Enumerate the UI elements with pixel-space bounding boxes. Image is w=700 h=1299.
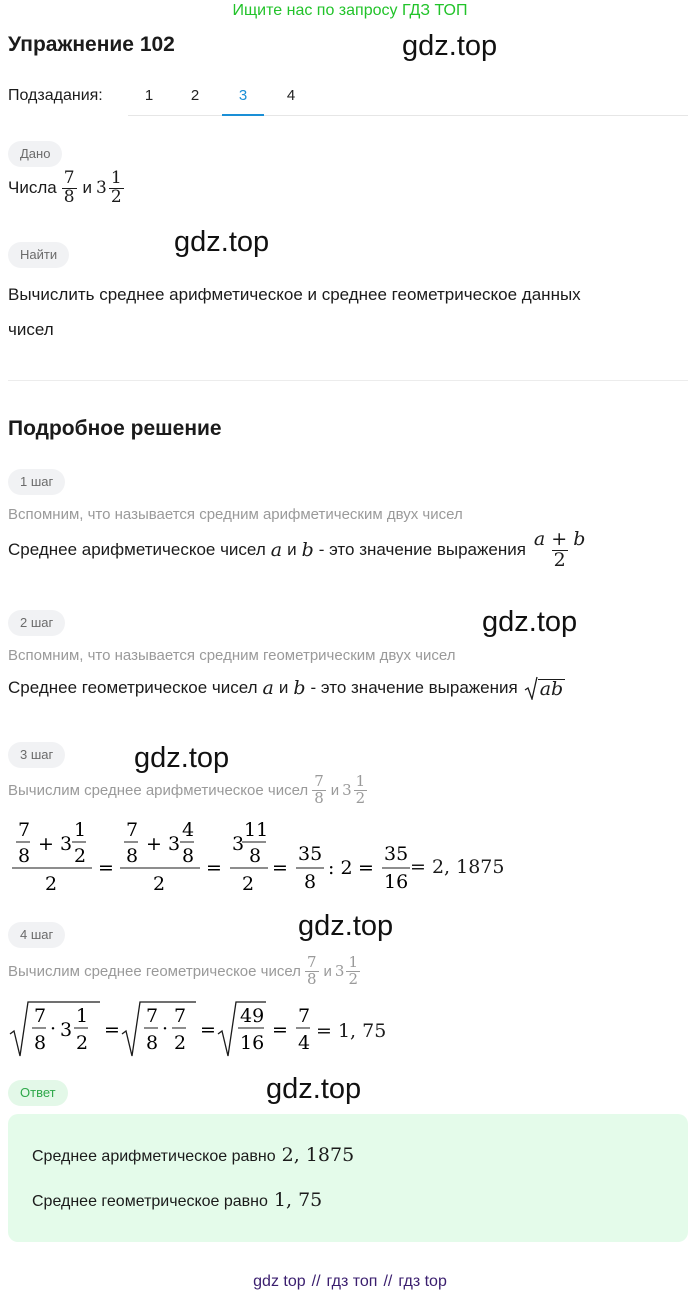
watermark: gdz.top bbox=[134, 742, 230, 774]
svg-text:7: 7 bbox=[298, 1005, 311, 1027]
svg-text:8: 8 bbox=[304, 871, 317, 893]
step-hint bbox=[8, 774, 369, 807]
svg-text:7: 7 bbox=[126, 819, 139, 841]
whole-part: 3 bbox=[334, 962, 345, 981]
answer-text: Среднее геометрическое равно bbox=[32, 1193, 268, 1210]
hint-text: Вычислим среднее геометрическое чисел bbox=[8, 962, 301, 980]
solution-title: Подробное решение bbox=[8, 417, 222, 440]
svg-text:=: = bbox=[98, 857, 114, 879]
svg-text:8: 8 bbox=[126, 845, 139, 867]
denominator: 8 bbox=[314, 788, 324, 807]
numerator: 7 bbox=[314, 772, 324, 790]
svg-text:7: 7 bbox=[34, 1005, 47, 1027]
fraction bbox=[346, 955, 360, 988]
step-hint: Вспомним, что называется средним геометрическим двух чисел bbox=[8, 647, 456, 664]
given-numbers bbox=[8, 170, 126, 207]
var-b: b bbox=[293, 677, 306, 699]
numerator: 7 bbox=[306, 953, 317, 971]
svg-text:49: 49 bbox=[240, 1005, 265, 1027]
answer-value: 1, 75 bbox=[273, 1189, 323, 1211]
geometric-mean-result: = 1, 75 bbox=[316, 1020, 387, 1042]
svg-text:2: 2 bbox=[76, 1032, 89, 1054]
answer-value: 2, 1875 bbox=[281, 1144, 355, 1166]
and-word: и bbox=[278, 678, 289, 697]
svg-text:·: · bbox=[50, 1018, 57, 1040]
separator: // bbox=[311, 1273, 321, 1290]
svg-text:·: · bbox=[162, 1018, 169, 1040]
footer-link[interactable]: гдз топ bbox=[326, 1273, 378, 1290]
sqrt-sign-icon bbox=[524, 676, 538, 700]
watermark: gdz.top bbox=[482, 606, 578, 638]
denominator: 2 bbox=[110, 186, 122, 207]
var-b: b bbox=[301, 539, 314, 562]
subtasks-label: Подзадания: bbox=[8, 87, 103, 104]
tab-4[interactable]: 4 bbox=[286, 87, 296, 104]
svg-text:35: 35 bbox=[384, 843, 409, 865]
numerator: a + b bbox=[533, 528, 586, 550]
step-text-before: Среднее геометрическое чисел bbox=[8, 678, 258, 697]
whole-part: 3 bbox=[342, 781, 352, 800]
hint-text: Вычислим среднее арифметическое чисел bbox=[8, 781, 309, 799]
svg-text:: 2: : 2 bbox=[328, 857, 353, 879]
svg-text:35: 35 bbox=[298, 843, 323, 865]
fraction bbox=[312, 774, 326, 807]
answer-text: Среднее арифметическое равно bbox=[32, 1148, 276, 1165]
svg-text:16: 16 bbox=[240, 1032, 265, 1054]
svg-text:16: 16 bbox=[384, 871, 409, 893]
tab-1[interactable]: 1 bbox=[144, 87, 154, 104]
answer-box bbox=[8, 1114, 688, 1242]
denominator: 2 bbox=[348, 969, 358, 988]
answer-badge: Ответ bbox=[8, 1080, 68, 1106]
step-badge: 1 шаг bbox=[8, 469, 65, 495]
geometric-mean-formula-svg bbox=[8, 1000, 348, 1060]
tab-2[interactable]: 2 bbox=[190, 87, 200, 104]
subtask-tabs bbox=[128, 76, 688, 116]
find-badge: Найти bbox=[8, 242, 69, 268]
fraction bbox=[305, 955, 319, 988]
answer-line-arithmetic bbox=[32, 1144, 354, 1166]
step-text bbox=[8, 530, 589, 571]
svg-text:8: 8 bbox=[182, 845, 195, 867]
svg-text:4: 4 bbox=[182, 819, 195, 841]
svg-text:4: 4 bbox=[298, 1032, 311, 1054]
geometric-mean-calculation bbox=[8, 1000, 348, 1060]
step-badge: 3 шаг bbox=[8, 742, 65, 768]
step-text bbox=[8, 676, 565, 700]
denominator: 8 bbox=[63, 186, 75, 207]
find-text-line1: Вычислить среднее арифметическое и среднее геометрическое данных bbox=[8, 285, 581, 304]
mean-formula bbox=[532, 530, 588, 571]
given-prefix: Числа bbox=[8, 178, 57, 198]
numerator: 1 bbox=[110, 168, 122, 188]
svg-text:7: 7 bbox=[146, 1005, 159, 1027]
whole-part: 3 bbox=[96, 178, 107, 199]
svg-text:8: 8 bbox=[146, 1032, 159, 1054]
arithmetic-mean-result: = 2, 1875 bbox=[410, 856, 505, 878]
fraction bbox=[62, 170, 77, 207]
svg-text:=: = bbox=[272, 857, 288, 879]
svg-text:3: 3 bbox=[168, 833, 181, 855]
svg-text:11: 11 bbox=[244, 819, 269, 841]
step-hint bbox=[8, 955, 362, 988]
svg-text:2: 2 bbox=[45, 873, 58, 894]
svg-text:=: = bbox=[200, 1019, 216, 1041]
svg-text:7: 7 bbox=[18, 819, 31, 841]
svg-text:=: = bbox=[206, 857, 222, 879]
svg-text:2: 2 bbox=[153, 873, 166, 894]
svg-text:3: 3 bbox=[60, 1019, 73, 1041]
sqrt-formula bbox=[524, 676, 566, 700]
and-word: и bbox=[323, 962, 332, 980]
fraction bbox=[354, 774, 368, 807]
svg-text:=: = bbox=[272, 1019, 288, 1041]
denominator: 2 bbox=[355, 788, 366, 807]
divider bbox=[8, 380, 688, 381]
svg-text:8: 8 bbox=[18, 845, 31, 867]
watermark: gdz.top bbox=[174, 226, 270, 258]
step-badge: 2 шаг bbox=[8, 610, 65, 636]
search-banner: Ищите нас по запросу ГДЗ ТОП bbox=[232, 2, 468, 19]
svg-text:3: 3 bbox=[232, 833, 245, 855]
svg-text:+: + bbox=[38, 833, 54, 855]
and-word: и bbox=[82, 178, 93, 198]
watermark: gdz.top bbox=[266, 1073, 362, 1105]
footer-link[interactable]: gdz top bbox=[253, 1273, 306, 1290]
svg-text:2: 2 bbox=[174, 1032, 187, 1054]
footer-links bbox=[0, 1273, 700, 1291]
answer-line-geometric bbox=[32, 1189, 322, 1211]
svg-text:8: 8 bbox=[34, 1032, 47, 1054]
step-badge: 4 шаг bbox=[8, 922, 65, 948]
svg-text:8: 8 bbox=[249, 845, 262, 867]
step-text-after: - это значение выражения bbox=[318, 540, 526, 560]
svg-text:1: 1 bbox=[74, 819, 87, 841]
step-hint: Вспомним, что называется средним арифметическим двух чисел bbox=[8, 506, 463, 523]
numerator: 1 bbox=[348, 953, 358, 971]
fraction bbox=[109, 170, 124, 207]
svg-text:=: = bbox=[104, 1019, 120, 1041]
footer-link[interactable]: гдз top bbox=[398, 1273, 447, 1290]
svg-text:3: 3 bbox=[60, 833, 73, 855]
given-badge: Дано bbox=[8, 141, 62, 167]
page-title: Упражнение 102 bbox=[8, 33, 175, 56]
tab-3[interactable]: 3 bbox=[222, 76, 264, 116]
find-text-line2: чисел bbox=[8, 320, 54, 339]
radicand: ab bbox=[539, 678, 564, 701]
step-text-before: Среднее арифметическое чисел bbox=[8, 540, 266, 560]
svg-text:2: 2 bbox=[242, 873, 255, 894]
watermark: gdz.top bbox=[298, 910, 394, 942]
denominator: 8 bbox=[306, 969, 317, 988]
and-word: и bbox=[330, 781, 340, 799]
and-word: и bbox=[287, 540, 297, 560]
svg-text:2: 2 bbox=[74, 845, 87, 867]
var-a: a bbox=[270, 539, 283, 562]
svg-text:7: 7 bbox=[174, 1005, 187, 1027]
numerator: 7 bbox=[63, 168, 75, 188]
svg-text:+: + bbox=[146, 833, 162, 855]
numerator: 1 bbox=[355, 772, 366, 790]
svg-text:=: = bbox=[358, 857, 374, 879]
var-a: a bbox=[262, 677, 274, 699]
watermark: gdz.top bbox=[402, 30, 498, 62]
separator: // bbox=[383, 1273, 393, 1290]
denominator: 2 bbox=[553, 548, 566, 571]
svg-text:1: 1 bbox=[76, 1005, 89, 1027]
step-text-after: - это значение выражения bbox=[310, 678, 518, 697]
